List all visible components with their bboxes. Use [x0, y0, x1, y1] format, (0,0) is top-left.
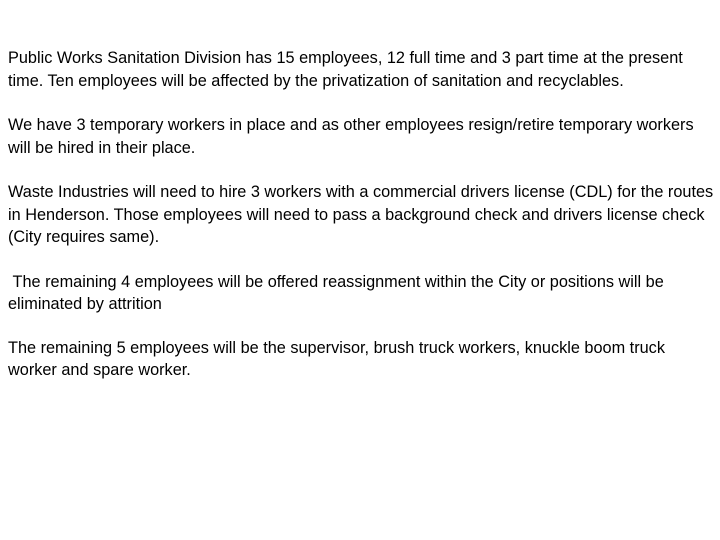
paragraph-remaining-employees: The remaining 5 employees will be the supervisor, brush truck workers, knuckle boom truck worker and spare worker. — [8, 338, 670, 379]
paragraph-staffing-overview: Public Works Sanitation Division has 15 employees, 12 full time and 3 part time at the present time. Ten employees will be affected by the privatization of sanitation and recyclables. — [8, 49, 688, 90]
slide-body — [8, 47, 718, 404]
paragraph-waste-industries-hiring: Waste Industries will need to hire 3 workers with a commercial drivers license (CDL) for the routes in Henderson. Those employees will need to pass a background check and drivers license check (City requires same). — [8, 183, 718, 246]
paragraph-reassignment: The remaining 4 employees will be offered reassignment within the City or positions will be eliminated by attrition — [8, 272, 669, 313]
paragraph-temporary-workers: We have 3 temporary workers in place and as other employees resign/retire temporary workers will be hired in their place. — [8, 116, 699, 157]
